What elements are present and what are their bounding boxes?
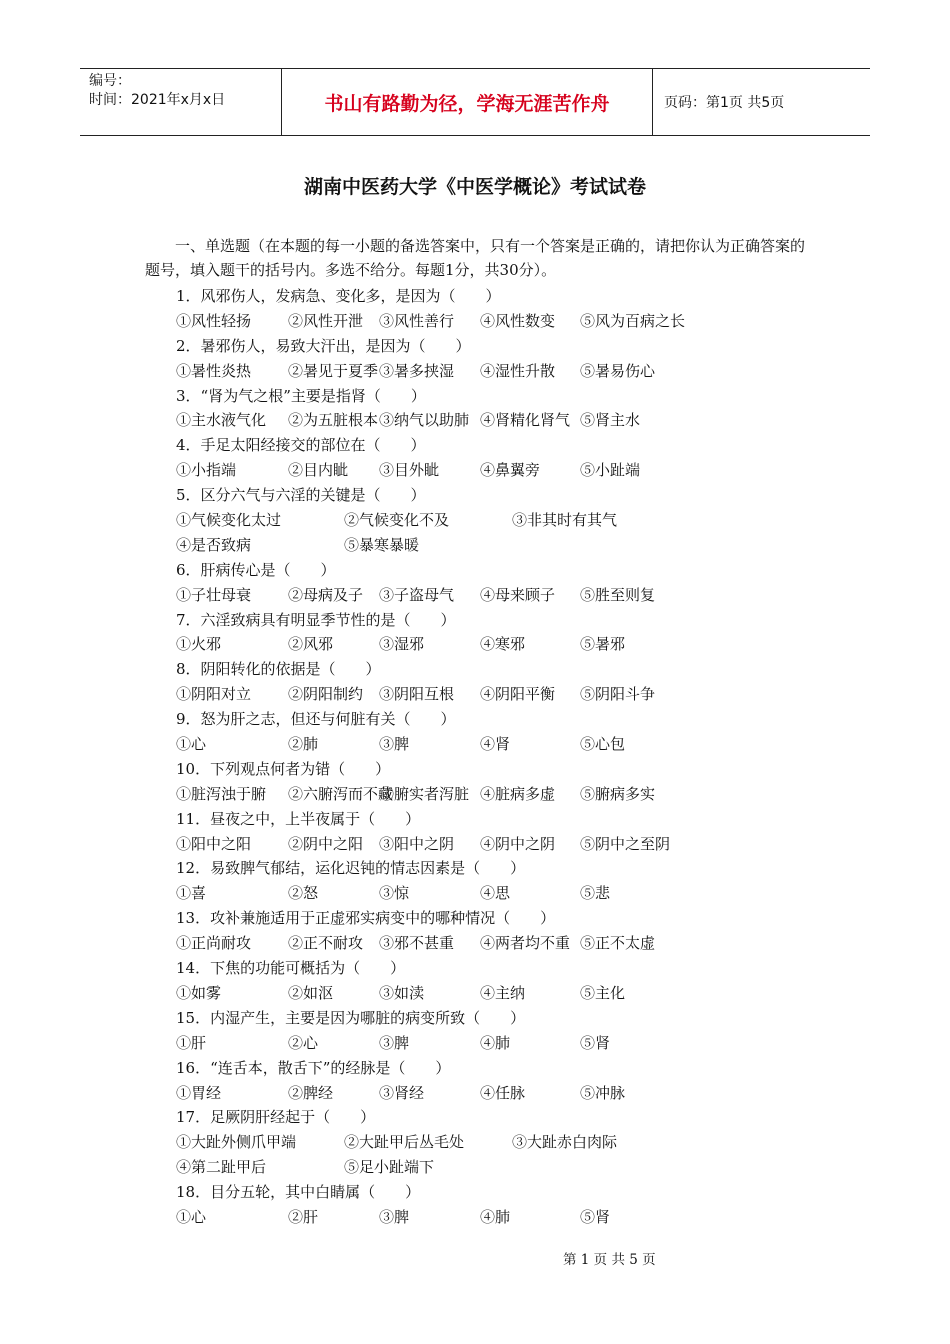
answer-option: ②风性开泄 xyxy=(288,311,364,330)
answer-option: ②心 xyxy=(288,1033,319,1052)
answer-option: ②大趾甲后丛毛处 xyxy=(344,1133,465,1152)
answer-option: ⑤风为百病之长 xyxy=(580,311,686,330)
answer-option: ②肝 xyxy=(288,1207,319,1226)
answer-option: ①风性轻扬 xyxy=(176,311,252,330)
question-stem: 1．风邪伤人，发病急、变化多，是因为（ ） xyxy=(176,287,501,305)
question-stem: 12．易致脾气郁结，运化迟钝的情志因素是（ ） xyxy=(176,859,526,878)
answer-option: ①阳中之阳 xyxy=(176,834,252,853)
answer-option: ②气候变化不及 xyxy=(344,511,450,530)
option-row xyxy=(176,359,816,384)
answer-option: ①主水液气化 xyxy=(176,411,267,430)
answer-option: ①正尚耐攻 xyxy=(176,934,252,953)
answer-option: ②目内眦 xyxy=(288,461,349,480)
answer-option: ①子壮母衰 xyxy=(176,585,252,604)
answer-option: ③腑实者泻脏 xyxy=(379,784,470,803)
answer-option: ①阴阳对立 xyxy=(176,685,252,704)
answer-option: ③暑多挟湿 xyxy=(379,361,455,380)
answer-option: ④肺 xyxy=(480,1207,511,1226)
answer-option: ②暑见于夏季 xyxy=(288,361,379,380)
answer-option: ③肾经 xyxy=(379,1083,425,1102)
answer-option: ③纳气以助肺 xyxy=(379,411,470,430)
question-stem: 9．怒为肝之志，但还与何脏有关（ ） xyxy=(176,710,456,729)
option-row xyxy=(176,458,816,483)
answer-option: ②阴中之阳 xyxy=(288,834,364,853)
answer-option: ③惊 xyxy=(379,884,410,903)
answer-option: ⑤小趾端 xyxy=(580,461,641,480)
question-stem: 7．六淫致病具有明显季节性的是（ ） xyxy=(176,610,456,629)
question-stem: 11．昼夜之中，上半夜属于（ ） xyxy=(176,809,421,828)
answer-option: ⑤暑易伤心 xyxy=(580,361,656,380)
answer-option: ④风性数变 xyxy=(480,311,556,330)
option-row xyxy=(176,408,816,433)
footer-page-number: 第 1 页 共 5 页 xyxy=(563,1252,656,1268)
answer-option: ④脏病多虚 xyxy=(480,784,556,803)
answer-option: ④湿性升散 xyxy=(480,361,556,380)
option-row xyxy=(176,632,816,657)
answer-option: ⑤阴阳斗争 xyxy=(580,685,656,704)
answer-option: ⑤肾 xyxy=(580,1033,611,1052)
answer-option: ④阴阳平衡 xyxy=(480,685,556,704)
answer-option: ④肾 xyxy=(480,735,511,754)
answer-option: ③子盗母气 xyxy=(379,585,455,604)
answer-option: ④母来顾子 xyxy=(480,585,556,604)
answer-option: ①暑性炎热 xyxy=(176,361,252,380)
answer-option: ②为五脏根本 xyxy=(288,411,379,430)
question-stem: 13．攻补兼施适用于正虚邪实病变中的哪种情况（ ） xyxy=(176,909,556,928)
question-stem: 2．暑邪伤人，易致大汗出，是因为（ ） xyxy=(176,336,471,355)
page-info: 页码：第1页 共5页 xyxy=(664,95,785,111)
answer-option: ④寒邪 xyxy=(480,635,526,654)
answer-option: ⑤冲脉 xyxy=(580,1083,626,1102)
option-row xyxy=(176,931,816,956)
question-stem: 8．阴阳转化的依据是（ ） xyxy=(176,660,381,679)
answer-option: ②脾经 xyxy=(288,1083,334,1102)
option-row xyxy=(176,682,816,707)
question-stem: 15．内湿产生，主要是因为哪脏的病变所致（ ） xyxy=(176,1008,526,1027)
answer-option: ①气候变化太过 xyxy=(176,511,282,530)
answer-option: ④肺 xyxy=(480,1033,511,1052)
answer-option: ③脾 xyxy=(379,1033,410,1052)
answer-option: ③大趾赤白肉际 xyxy=(512,1133,618,1152)
exam-title: 湖南中医药大学《中医学概论》考试试卷 xyxy=(303,176,646,198)
answer-option: ⑤阴中之至阴 xyxy=(580,834,671,853)
answer-option: ①心 xyxy=(176,735,207,754)
question-stem: 5．区分六气与六淫的关键是（ ） xyxy=(176,486,426,505)
answer-option: ④肾精化肾气 xyxy=(480,411,571,430)
answer-option: ③如渎 xyxy=(379,983,425,1002)
answer-option: ④思 xyxy=(480,884,511,903)
answer-option: ④第二趾甲后 xyxy=(176,1158,267,1177)
question-stem: 10．下列观点何者为错（ ） xyxy=(176,759,391,778)
option-row xyxy=(176,583,816,608)
answer-option: ①大趾外侧爪甲端 xyxy=(176,1133,297,1152)
question-stem: 18．目分五轮，其中白睛属（ ） xyxy=(176,1183,421,1202)
answer-option: ⑤正不太虚 xyxy=(580,934,656,953)
answer-option: ③非其时有其气 xyxy=(512,511,618,530)
motto: 书山有路勤为径，学海无涯苦作舟 xyxy=(281,69,653,135)
answer-option: ②六腑泻而不藏 xyxy=(288,784,394,803)
answer-option: ④是否致病 xyxy=(176,535,252,554)
answer-option: ⑤胜至则复 xyxy=(580,585,656,604)
question-stem: 14．下焦的功能可概括为（ ） xyxy=(176,959,406,978)
answer-option: ①小指端 xyxy=(176,461,237,480)
answer-option: ⑤腑病多实 xyxy=(580,784,656,803)
option-row xyxy=(176,1205,816,1230)
answer-option: ⑤足小趾端下 xyxy=(344,1158,435,1177)
answer-option: ①心 xyxy=(176,1207,207,1226)
answer-option: ③脾 xyxy=(379,1207,410,1226)
question-stem: 16．“连舌本，散舌下”的经脉是（ ） xyxy=(176,1058,451,1077)
question-stem: 4．手足太阳经接交的部位在（ ） xyxy=(176,436,426,455)
answer-option: ⑤主化 xyxy=(580,983,626,1002)
option-row xyxy=(176,508,816,533)
answer-option: ④阴中之阴 xyxy=(480,834,556,853)
option-row xyxy=(176,1081,816,1106)
answer-option: ①火邪 xyxy=(176,635,222,654)
section-intro: 一、单选题（在本题的每一小题的备选答案中，只有一个答案是正确的，请把你认为正确答案的题号，填入题干的括号内。多选不给分。每题1分，共30分）。 xyxy=(145,237,806,279)
answer-option: ③邪不甚重 xyxy=(379,934,455,953)
option-row xyxy=(176,981,816,1006)
answer-option: ②风邪 xyxy=(288,635,334,654)
answer-option: ①肝 xyxy=(176,1033,207,1052)
answer-option: ③阴阳互根 xyxy=(379,685,455,704)
option-row xyxy=(176,782,816,807)
answer-option: ③脾 xyxy=(379,735,410,754)
answer-option: ②母病及子 xyxy=(288,585,364,604)
answer-option: ①脏泻浊于腑 xyxy=(176,784,267,803)
answer-option: ⑤肾 xyxy=(580,1207,611,1226)
answer-option: ②如沤 xyxy=(288,983,334,1002)
option-row xyxy=(176,832,816,857)
answer-option: ③目外眦 xyxy=(379,461,440,480)
answer-option: ④鼻翼旁 xyxy=(480,461,541,480)
answer-option: ⑤肾主水 xyxy=(580,411,641,430)
answer-option: ⑤悲 xyxy=(580,884,611,903)
answer-option: ②阴阳制约 xyxy=(288,685,364,704)
answer-option: ⑤心包 xyxy=(580,735,626,754)
question-stem: 6．肝病传心是（ ） xyxy=(176,560,336,579)
answer-option: ①如雾 xyxy=(176,983,222,1002)
option-row xyxy=(176,533,816,558)
question-stem: 3．“肾为气之根”主要是指肾（ ） xyxy=(176,386,426,405)
date-label: 时间：2021年x月x日 xyxy=(89,92,226,108)
answer-option: ③风性善行 xyxy=(379,311,455,330)
answer-option: ②怒 xyxy=(288,884,319,903)
answer-option: ⑤暴寒暴暖 xyxy=(344,535,420,554)
answer-option: ⑤暑邪 xyxy=(580,635,626,654)
question-list xyxy=(176,284,816,1230)
option-row xyxy=(176,309,816,334)
option-row xyxy=(176,881,816,906)
option-row xyxy=(176,1130,816,1155)
answer-option: ③阳中之阴 xyxy=(379,834,455,853)
answer-option: ①胃经 xyxy=(176,1083,222,1102)
answer-option: ①喜 xyxy=(176,884,207,903)
option-row xyxy=(176,732,816,757)
header-table xyxy=(80,68,870,136)
answer-option: ③湿邪 xyxy=(379,635,425,654)
number-label: 编号： xyxy=(89,73,131,89)
answer-option: ④任脉 xyxy=(480,1083,526,1102)
option-row xyxy=(176,1155,816,1180)
answer-option: ②肺 xyxy=(288,735,319,754)
answer-option: ④主纳 xyxy=(480,983,526,1002)
option-row xyxy=(176,1031,816,1056)
answer-option: ②正不耐攻 xyxy=(288,934,364,953)
question-stem: 17．足厥阴肝经起于（ ） xyxy=(176,1108,376,1127)
header-left-cell xyxy=(80,69,281,135)
answer-option: ④两者均不重 xyxy=(480,934,571,953)
